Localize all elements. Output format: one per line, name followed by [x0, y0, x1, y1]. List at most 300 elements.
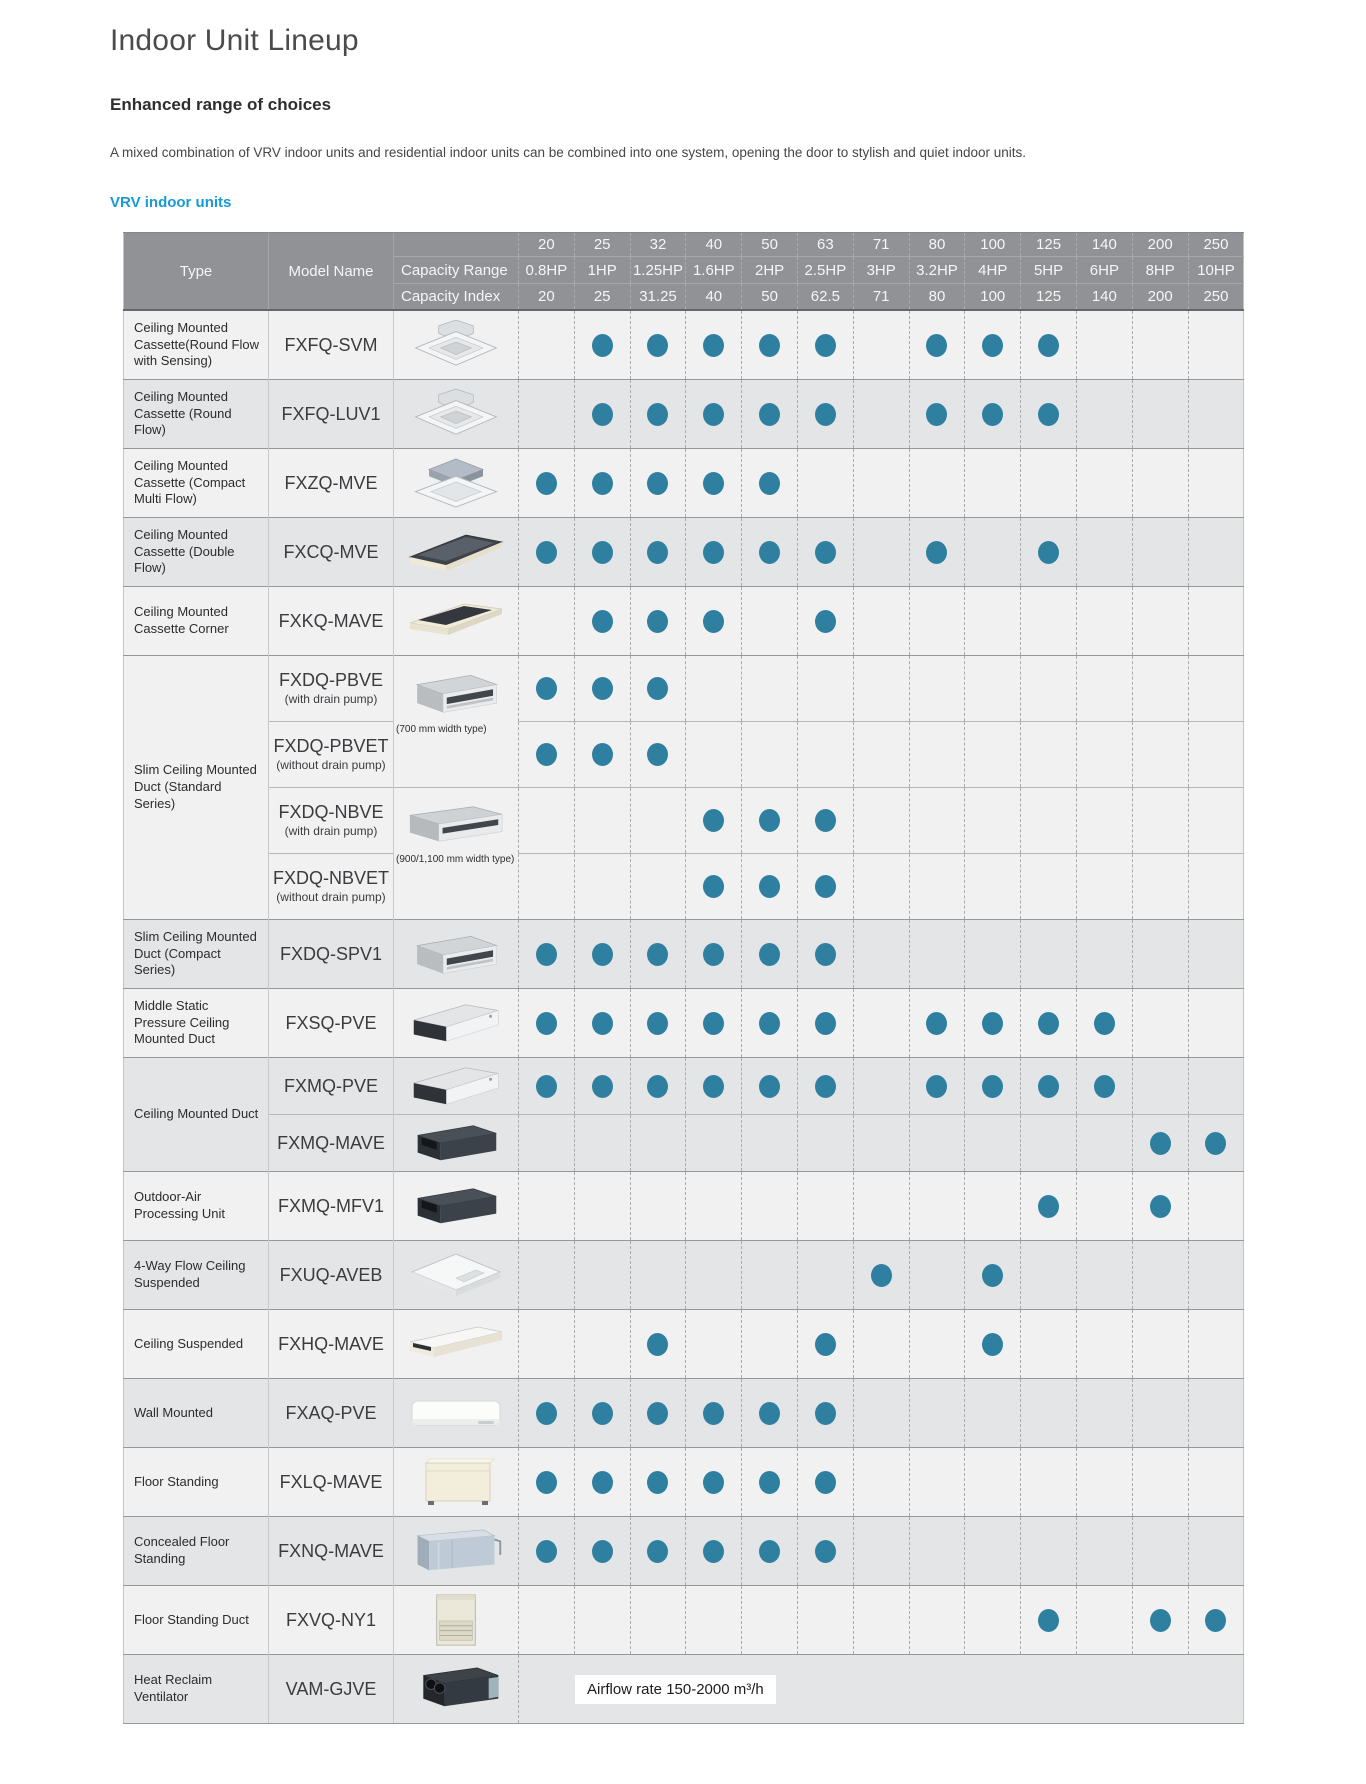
availability-dot: [759, 1471, 780, 1494]
header-index-20: 20: [519, 284, 575, 311]
capacity-cell-63: [797, 518, 853, 587]
capacity-cell-32: [630, 1058, 686, 1115]
capacity-cell-125: [1021, 1115, 1077, 1172]
capacity-cell-250: [1188, 1058, 1244, 1115]
capacity-cell-250: [1188, 989, 1244, 1058]
product-image-fxzq-mve: [394, 449, 519, 518]
availability-dot: [536, 541, 557, 564]
capacity-cell-40: [686, 1448, 742, 1517]
capacity-cell-140: [1076, 1448, 1132, 1517]
capacity-cell-32: [630, 989, 686, 1058]
model-name-cell: [269, 1310, 394, 1379]
type-cell: Ceiling Suspended: [124, 1310, 269, 1379]
type-cell: Wall Mounted: [124, 1379, 269, 1448]
capacity-cell-63: [797, 722, 853, 788]
model-name-cell: [269, 722, 394, 788]
capacity-cell-50: [742, 587, 798, 656]
capacity-cell-20: [519, 1241, 575, 1310]
capacity-cell-20: [519, 1517, 575, 1586]
capacity-cell-100: [965, 1058, 1021, 1115]
availability-dot: [815, 1540, 836, 1563]
capacity-cell-40: [686, 854, 742, 920]
capacity-cell-50: [742, 920, 798, 989]
capacity-cell-50: [742, 1448, 798, 1517]
capacity-cell-100: [965, 1586, 1021, 1655]
header-hp-10HP: 10HP: [1188, 257, 1244, 284]
table-row: [124, 1586, 1244, 1655]
header-index-50: 50: [742, 284, 798, 311]
capacity-cell-125: [1021, 1172, 1077, 1241]
capacity-cell-250: [1188, 449, 1244, 518]
availability-dot: [815, 1075, 836, 1098]
product-image-fxsq-pve: [394, 989, 519, 1058]
availability-dot: [592, 1012, 613, 1035]
capacity-cell-140: [1076, 380, 1132, 449]
type-cell: Ceiling Mounted Duct: [124, 1058, 269, 1172]
capacity-cell-80: [909, 656, 965, 722]
availability-dot: [815, 943, 836, 966]
capacity-cell-200: [1132, 1379, 1188, 1448]
capacity-cell-80: [909, 518, 965, 587]
capacity-cell-71: [853, 1517, 909, 1586]
availability-dot: [703, 541, 724, 564]
capacity-cell-63: [797, 1310, 853, 1379]
availability-dot: [592, 472, 613, 495]
table-row: [124, 1655, 1244, 1724]
capacity-cell-63: [797, 1058, 853, 1115]
table-header: [124, 233, 1244, 311]
capacity-cell-140: [1076, 989, 1132, 1058]
capacity-cell-32: [630, 1115, 686, 1172]
capacity-cell-50: [742, 1058, 798, 1115]
capacity-cell-80: [909, 788, 965, 854]
capacity-cell-63: [797, 788, 853, 854]
capacity-cell-40: [686, 1379, 742, 1448]
capacity-cell-100: [965, 1379, 1021, 1448]
model-note: (without drain pump): [276, 758, 386, 773]
header-capacity-125: 125: [1021, 233, 1077, 257]
capacity-cell-32: [630, 788, 686, 854]
capacity-cell-63: [797, 1517, 853, 1586]
cassette-compact-icon: [408, 457, 504, 509]
capacity-cell-63: [797, 854, 853, 920]
model-name: FXHQ-MAVE: [278, 1333, 384, 1354]
availability-dot: [759, 334, 780, 357]
availability-dot: [982, 1264, 1003, 1287]
capacity-cell-20: [519, 656, 575, 722]
type-cell: Ceiling Mounted Cassette (Round Flow): [124, 380, 269, 449]
header-hp-3.2HP: 3.2HP: [909, 257, 965, 284]
availability-dot: [815, 875, 836, 898]
availability-dot: [759, 1075, 780, 1098]
availability-dot: [759, 809, 780, 832]
table-row: [124, 1115, 1244, 1172]
header-capacity-80: 80: [909, 233, 965, 257]
product-image-fxaq-pve: [394, 1379, 519, 1448]
capacity-cell-71: [853, 380, 909, 449]
availability-dot: [982, 1333, 1003, 1356]
availability-dot: [759, 943, 780, 966]
capacity-cell-63: [797, 656, 853, 722]
availability-dot: [703, 334, 724, 357]
header-model-name: Model Name: [269, 233, 394, 311]
product-image-fxmq-mfv1: [394, 1172, 519, 1241]
header-index-100: 100: [965, 284, 1021, 311]
capacity-cell-71: [853, 1241, 909, 1310]
capacity-cell-50: [742, 1172, 798, 1241]
capacity-cell-140: [1076, 1310, 1132, 1379]
model-name: FXMQ-PVE: [283, 1075, 378, 1096]
table-row: [124, 1448, 1244, 1517]
capacity-cell-140: [1076, 1517, 1132, 1586]
capacity-cell-25: [574, 310, 630, 380]
table-row: [124, 1241, 1244, 1310]
header-hp-8HP: 8HP: [1132, 257, 1188, 284]
model-name-cell: [269, 449, 394, 518]
availability-dot: [815, 1471, 836, 1494]
availability-dot: [982, 1012, 1003, 1035]
table-row: [124, 920, 1244, 989]
availability-dot: [982, 403, 1003, 426]
availability-dot: [703, 403, 724, 426]
capacity-cell-200: [1132, 380, 1188, 449]
capacity-cell-20: [519, 1172, 575, 1241]
capacity-cell-20: [519, 449, 575, 518]
capacity-cell-50: [742, 788, 798, 854]
airflow-note-cell: [519, 1655, 1244, 1724]
availability-dot: [592, 610, 613, 633]
header-capacity-200: 200: [1132, 233, 1188, 257]
capacity-cell-71: [853, 1448, 909, 1517]
availability-dot: [815, 334, 836, 357]
model-name: FXFQ-LUV1: [281, 403, 381, 424]
model-name-cell: [269, 1517, 394, 1586]
availability-dot: [536, 1012, 557, 1035]
capacity-cell-20: [519, 1586, 575, 1655]
header-hp-6HP: 6HP: [1076, 257, 1132, 284]
capacity-cell-125: [1021, 722, 1077, 788]
capacity-cell-50: [742, 989, 798, 1058]
capacity-cell-140: [1076, 1172, 1132, 1241]
availability-dot: [647, 1012, 668, 1035]
capacity-cell-71: [853, 310, 909, 380]
model-name: FXMQ-MAVE: [277, 1132, 385, 1153]
capacity-cell-100: [965, 1517, 1021, 1586]
capacity-cell-50: [742, 722, 798, 788]
capacity-cell-125: [1021, 1517, 1077, 1586]
airflow-rate-note: Airflow rate 150-2000 m³/h: [575, 1675, 776, 1704]
capacity-cell-63: [797, 1379, 853, 1448]
capacity-cell-140: [1076, 722, 1132, 788]
availability-dot: [592, 943, 613, 966]
capacity-cell-80: [909, 449, 965, 518]
type-cell: Concealed Floor Standing: [124, 1517, 269, 1586]
model-name-cell: [269, 1115, 394, 1172]
capacity-cell-32: [630, 1310, 686, 1379]
capacity-cell-20: [519, 380, 575, 449]
capacity-cell-100: [965, 310, 1021, 380]
capacity-cell-63: [797, 1448, 853, 1517]
header-index-31.25: 31.25: [630, 284, 686, 311]
model-name: FXVQ-NY1: [285, 1609, 377, 1630]
capacity-cell-25: [574, 1379, 630, 1448]
capacity-cell-50: [742, 1379, 798, 1448]
availability-dot: [592, 1471, 613, 1494]
model-name-cell: [269, 854, 394, 920]
capacity-cell-50: [742, 1310, 798, 1379]
capacity-cell-125: [1021, 1448, 1077, 1517]
availability-dot: [647, 1402, 668, 1425]
availability-dot: [703, 875, 724, 898]
type-cell: Slim Ceiling Mounted Duct (Compact Series): [124, 920, 269, 989]
suspended-4way-icon: [406, 1252, 506, 1298]
floor-concealed-icon: [406, 1526, 506, 1576]
capacity-cell-80: [909, 1310, 965, 1379]
capacity-cell-25: [574, 1448, 630, 1517]
model-name: FXMQ-MFV1: [278, 1195, 384, 1216]
table-row: [124, 1310, 1244, 1379]
capacity-cell-140: [1076, 1241, 1132, 1310]
availability-dot: [1038, 1012, 1059, 1035]
model-name: FXNQ-MAVE: [278, 1540, 384, 1561]
duct-wide-icon: [404, 800, 508, 848]
capacity-cell-250: [1188, 1241, 1244, 1310]
capacity-cell-80: [909, 310, 965, 380]
header-capacity-63: 63: [797, 233, 853, 257]
capacity-cell-125: [1021, 1379, 1077, 1448]
type-cell: Slim Ceiling Mounted Duct (Standard Series): [124, 656, 269, 920]
type-cell: Ceiling Mounted Cassette (Double Flow): [124, 518, 269, 587]
capacity-cell-140: [1076, 1058, 1132, 1115]
capacity-cell-200: [1132, 1586, 1188, 1655]
capacity-cell-125: [1021, 788, 1077, 854]
model-name: FXDQ-SPV1: [279, 943, 383, 964]
capacity-cell-50: [742, 380, 798, 449]
capacity-cell-25: [574, 854, 630, 920]
capacity-cell-140: [1076, 1115, 1132, 1172]
model-name-cell: [269, 1655, 394, 1724]
capacity-cell-40: [686, 1172, 742, 1241]
capacity-cell-40: [686, 1058, 742, 1115]
product-image-fxlq-mave: [394, 1448, 519, 1517]
capacity-cell-71: [853, 587, 909, 656]
availability-dot: [592, 403, 613, 426]
capacity-cell-32: [630, 518, 686, 587]
header-hp-4HP: 4HP: [965, 257, 1021, 284]
product-image-fxhq-mave: [394, 1310, 519, 1379]
capacity-cell-40: [686, 380, 742, 449]
availability-dot: [759, 1540, 780, 1563]
capacity-cell-25: [574, 989, 630, 1058]
availability-dot: [703, 1540, 724, 1563]
availability-dot: [703, 1402, 724, 1425]
capacity-cell-40: [686, 310, 742, 380]
availability-dot: [759, 1012, 780, 1035]
availability-dot: [815, 1402, 836, 1425]
product-image-fxkq-mave: [394, 587, 519, 656]
availability-dot: [815, 1333, 836, 1356]
capacity-cell-25: [574, 1310, 630, 1379]
capacity-cell-20: [519, 722, 575, 788]
capacity-cell-40: [686, 518, 742, 587]
capacity-cell-25: [574, 380, 630, 449]
vrv-indoor-units-heading: VRV indoor units: [110, 194, 232, 211]
availability-dot: [703, 472, 724, 495]
capacity-cell-20: [519, 1379, 575, 1448]
capacity-cell-250: [1188, 788, 1244, 854]
capacity-cell-100: [965, 1172, 1021, 1241]
capacity-cell-140: [1076, 788, 1132, 854]
capacity-cell-71: [853, 920, 909, 989]
model-name-cell: [269, 989, 394, 1058]
capacity-cell-250: [1188, 920, 1244, 989]
capacity-cell-32: [630, 920, 686, 989]
capacity-cell-200: [1132, 989, 1188, 1058]
capacity-cell-200: [1132, 518, 1188, 587]
capacity-cell-40: [686, 1115, 742, 1172]
capacity-cell-71: [853, 449, 909, 518]
table-row: [124, 989, 1244, 1058]
table-row: [124, 656, 1244, 722]
type-cell: Ceiling Mounted Cassette(Round Flow with Sensing): [124, 310, 269, 380]
capacity-cell-71: [853, 1058, 909, 1115]
capacity-cell-80: [909, 1379, 965, 1448]
capacity-cell-200: [1132, 1310, 1188, 1379]
type-cell: Middle Static Pressure Ceiling Mounted Duct: [124, 989, 269, 1058]
header-capacity-40: 40: [686, 233, 742, 257]
capacity-cell-250: [1188, 1448, 1244, 1517]
header-hp-3HP: 3HP: [853, 257, 909, 284]
capacity-cell-80: [909, 1115, 965, 1172]
model-name: FXUQ-AVEB: [279, 1264, 383, 1285]
capacity-cell-71: [853, 989, 909, 1058]
capacity-cell-125: [1021, 656, 1077, 722]
capacity-cell-125: [1021, 854, 1077, 920]
capacity-cell-250: [1188, 1517, 1244, 1586]
capacity-cell-32: [630, 1586, 686, 1655]
availability-dot: [703, 943, 724, 966]
availability-dot: [536, 1471, 557, 1494]
capacity-cell-250: [1188, 518, 1244, 587]
availability-dot: [592, 1540, 613, 1563]
header-capacity-25: 25: [574, 233, 630, 257]
capacity-cell-100: [965, 518, 1021, 587]
capacity-cell-200: [1132, 1448, 1188, 1517]
capacity-cell-250: [1188, 722, 1244, 788]
model-name-cell: [269, 1379, 394, 1448]
availability-dot: [1094, 1075, 1115, 1098]
header-hp-1.25HP: 1.25HP: [630, 257, 686, 284]
model-name-cell: [269, 920, 394, 989]
capacity-cell-100: [965, 989, 1021, 1058]
capacity-cell-100: [965, 656, 1021, 722]
availability-dot: [703, 1075, 724, 1098]
availability-dot: [815, 809, 836, 832]
availability-dot: [815, 403, 836, 426]
capacity-cell-20: [519, 854, 575, 920]
capacity-cell-140: [1076, 1379, 1132, 1448]
model-name-cell: [269, 1058, 394, 1115]
availability-dot: [647, 541, 668, 564]
table-row: [124, 788, 1244, 854]
availability-dot: [703, 610, 724, 633]
header-label-spacer: [394, 233, 519, 257]
capacity-cell-32: [630, 449, 686, 518]
availability-dot: [926, 1075, 947, 1098]
availability-dot: [536, 943, 557, 966]
availability-dot: [647, 677, 668, 700]
type-cell: Ceiling Mounted Cassette Corner: [124, 587, 269, 656]
capacity-cell-100: [965, 449, 1021, 518]
product-image-fxcq-mve: [394, 518, 519, 587]
capacity-cell-71: [853, 1586, 909, 1655]
capacity-cell-32: [630, 1448, 686, 1517]
capacity-cell-125: [1021, 1058, 1077, 1115]
availability-dot: [1150, 1609, 1171, 1632]
table-row: [124, 587, 1244, 656]
header-type: Type: [124, 233, 269, 311]
cabinet-icon: [408, 1592, 504, 1648]
capacity-cell-40: [686, 449, 742, 518]
table-row: [124, 722, 1244, 788]
availability-dot: [647, 943, 668, 966]
type-cell: 4-Way Flow Ceiling Suspended: [124, 1241, 269, 1310]
table-row: [124, 854, 1244, 920]
duct-dark-icon: [406, 1120, 506, 1166]
availability-dot: [647, 334, 668, 357]
availability-dot: [1038, 334, 1059, 357]
capacity-cell-80: [909, 1241, 965, 1310]
model-name: FXDQ-PBVE: [278, 669, 384, 690]
suspended-icon: [404, 1324, 508, 1364]
model-name-cell: [269, 380, 394, 449]
capacity-cell-20: [519, 1310, 575, 1379]
capacity-cell-250: [1188, 854, 1244, 920]
availability-dot: [592, 1075, 613, 1098]
availability-dot: [536, 743, 557, 766]
capacity-cell-25: [574, 788, 630, 854]
availability-dot: [647, 1075, 668, 1098]
section-subtitle: Enhanced range of choices: [110, 95, 332, 114]
model-name-cell: [269, 656, 394, 722]
availability-dot: [536, 1540, 557, 1563]
capacity-cell-71: [853, 1310, 909, 1379]
header-hp-2.5HP: 2.5HP: [797, 257, 853, 284]
duct-mid-icon: [406, 999, 506, 1047]
capacity-cell-25: [574, 722, 630, 788]
model-name-cell: [269, 310, 394, 380]
capacity-cell-125: [1021, 1310, 1077, 1379]
capacity-cell-125: [1021, 518, 1077, 587]
capacity-cell-100: [965, 587, 1021, 656]
capacity-cell-80: [909, 920, 965, 989]
header-hp-1HP: 1HP: [574, 257, 630, 284]
capacity-cell-125: [1021, 449, 1077, 518]
availability-dot: [703, 1471, 724, 1494]
header-index-62.5: 62.5: [797, 284, 853, 311]
capacity-cell-63: [797, 1172, 853, 1241]
header-capacity-32: 32: [630, 233, 686, 257]
capacity-cell-32: [630, 1379, 686, 1448]
availability-dot: [592, 334, 613, 357]
capacity-cell-40: [686, 1586, 742, 1655]
cassette-corner-icon: [404, 601, 508, 641]
capacity-cell-63: [797, 1241, 853, 1310]
capacity-cell-80: [909, 1172, 965, 1241]
product-image-fxfq-luv1: [394, 380, 519, 449]
availability-dot: [647, 1333, 668, 1356]
capacity-cell-20: [519, 518, 575, 587]
